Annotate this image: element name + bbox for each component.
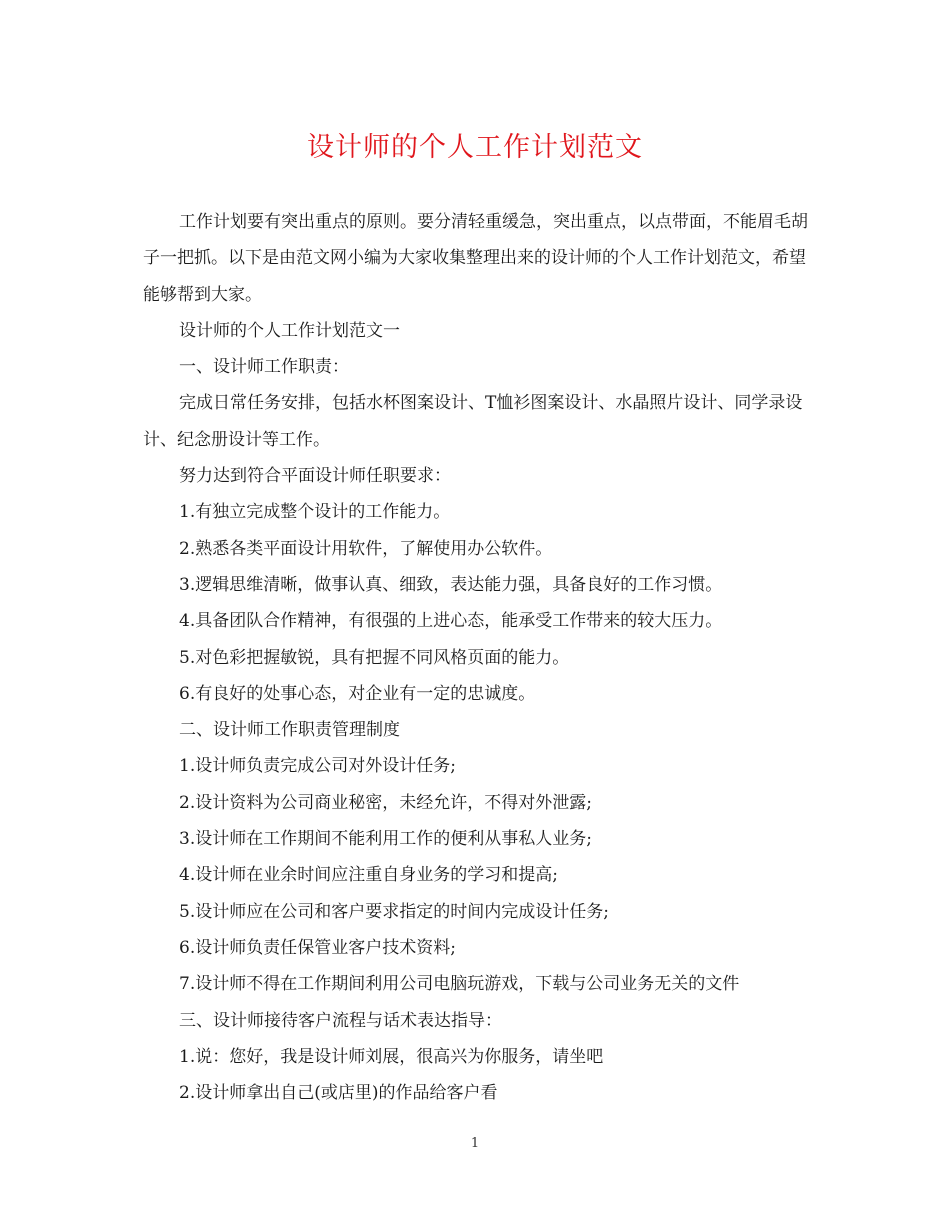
document-title: 设计师的个人工作计划范文 <box>307 132 643 163</box>
list-item: 2.熟悉各类平面设计用软件，了解使用办公软件。 <box>179 538 553 559</box>
document-body <box>143 204 811 1111</box>
body-paragraph: 完成日常任务安排，包括水杯图案设计、T恤衫图案设计、水晶照片设计、同学录设计、纪念册设计等工作。 <box>143 393 803 450</box>
list-item: 4.设计师在业余时间应注重自身业务的学习和提高; <box>179 865 558 886</box>
list-item: 2.设计师拿出自己(或店里)的作品给客户看 <box>179 1083 498 1104</box>
section-heading: 设计师的个人工作计划范文一 <box>179 320 400 341</box>
list-item: 5.对色彩把握敏锐，具有把握不同风格页面的能力。 <box>179 647 570 668</box>
page-number: 1 <box>470 1136 480 1151</box>
list-item: 3.逻辑思维清晰，做事认真、细致，表达能力强，具备良好的工作习惯。 <box>179 574 723 595</box>
list-item: 6.有良好的处事心态，对企业有一定的忠诚度。 <box>179 683 536 704</box>
list-item: 4.具备团队合作精神，有很强的上进心态，能承受工作带来的较大压力。 <box>179 611 723 632</box>
subsection-heading: 三、设计师接待客户流程与话术表达指导： <box>179 1010 502 1031</box>
subsection-heading: 二、设计师工作职责管理制度 <box>179 720 400 741</box>
list-item: 1.说：您好，我是设计师刘展，很高兴为你服务，请坐吧 <box>179 1046 604 1067</box>
list-item: 7.设计师不得在工作期间利用公司电脑玩游戏，下载与公司业务无关的文件 <box>179 974 740 995</box>
body-paragraph: 努力达到符合平面设计师任职要求： <box>179 466 451 487</box>
list-item: 5.设计师应在公司和客户要求指定的时间内完成设计任务; <box>179 901 609 922</box>
intro-paragraph: 工作计划要有突出重点的原则。要分清轻重缓急，突出重点，以点带面，不能眉毛胡子一把抓。以下是由范文网小编为大家收集整理出来的设计师的个人工作计划范文，希望能够帮到大家。 <box>143 212 808 305</box>
list-item: 6.设计师负责任保管业客户技术资料; <box>179 937 456 958</box>
subsection-heading: 一、设计师工作职责： <box>179 357 349 378</box>
list-item: 2.设计资料为公司商业秘密，未经允许，不得对外泄露; <box>179 792 592 813</box>
list-item: 1.设计师负责完成公司对外设计任务; <box>179 756 456 777</box>
list-item: 3.设计师在工作期间不能利用工作的便利从事私人业务; <box>179 829 592 850</box>
list-item: 1.有独立完成整个设计的工作能力。 <box>179 502 451 523</box>
